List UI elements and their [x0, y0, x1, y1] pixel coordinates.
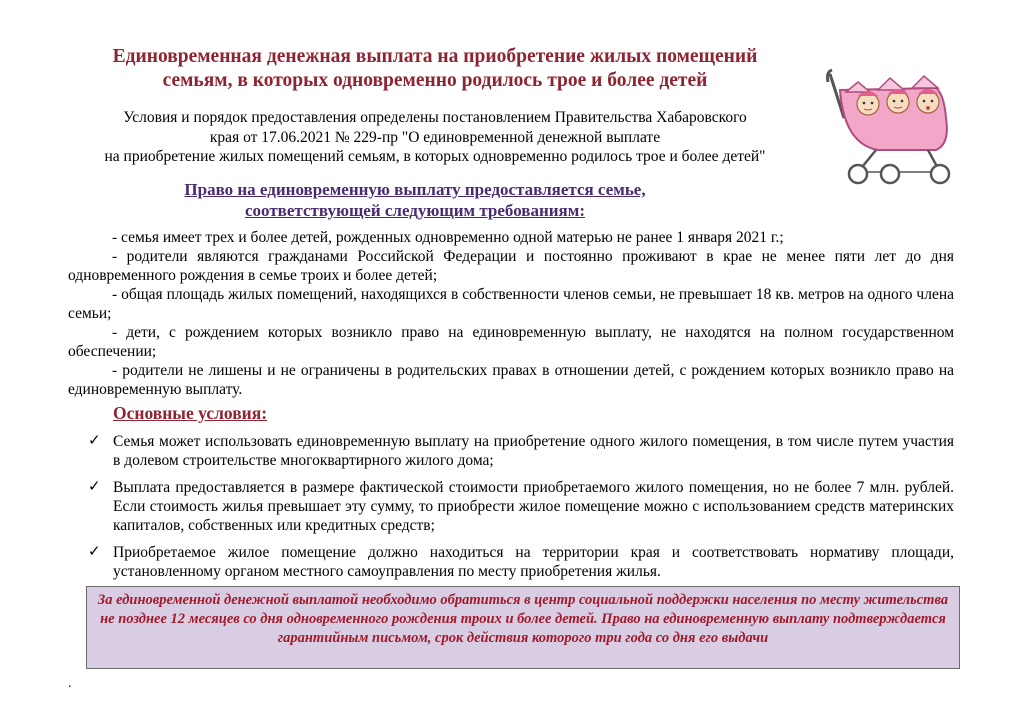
notice-box	[86, 586, 960, 669]
page-title	[40, 45, 830, 93]
condition-item	[88, 432, 954, 470]
title-line-1: Единовременная денежная выплата на приобретение жилых помещений	[112, 46, 758, 67]
footer-mark: .	[68, 676, 72, 691]
title-line-2: семьям, в которых одновременно родилось трое и более детей	[162, 70, 708, 91]
requirement-item: - родители являются гражданами Российской Федерации и постоянно проживают в крае не менее пяти лет до дня одновременного рождения в семье троих и более детей;	[68, 248, 954, 284]
requirement-item: - дети, с рождением которых возникло право на единовременную выплату, не находятся на полном государственном обеспечении;	[68, 324, 954, 360]
decree-reference	[20, 108, 850, 167]
condition-text: Семья может использовать единовременную выплату на приобретение одного жилого помещения, в том числе путем участия в долевом строительстве многоквартирного жилого дома;	[113, 433, 954, 469]
conditions-heading: Основные условия:	[113, 403, 268, 423]
requirements-heading-line-1: Право на единовременную выплату предоставляется семье,	[184, 180, 646, 199]
decree-line-1: Условия и порядок предоставления определены постановлением Правительства Хабаровского	[123, 109, 747, 126]
conditions-list	[88, 432, 954, 589]
condition-item	[88, 478, 954, 535]
requirement-item: - общая площадь жилых помещений, находящихся в собственности членов семьи, не превышает 18 кв. метров на одного члена семьи;	[68, 286, 954, 322]
condition-text: Выплата предоставляется в размере фактической стоимости приобретаемого жилого помещения, но не более 7 млн. рублей. Если стоимость жилья превышает эту сумму, то приобрести жилое помещение можно с использованием средств материнских капиталов, собственных или кредитных средств;	[113, 479, 954, 534]
requirements-heading	[130, 179, 700, 221]
requirement-item: - родители не лишены и не ограничены в родительских правах в отношении детей, с рождением которых возникло право на единовременную выплату.	[68, 362, 954, 398]
condition-item	[88, 543, 954, 581]
requirement-item: - семья имеет трех и более детей, рожденных одновременно одной матерью не ранее 1 января 2021 г.;	[112, 229, 784, 246]
checkmark-icon: ✓	[88, 479, 101, 495]
decree-line-2: края от 17.06.2021 № 229-пр "О единовременной денежной выплате	[209, 128, 661, 146]
checkmark-icon: ✓	[88, 433, 101, 449]
baby-stroller-triplets-icon	[818, 48, 968, 188]
decree-line-3: на приобретение жилых помещений семьям, в которых одновременно родилось трое и более детей"	[104, 148, 766, 165]
condition-text: Приобретаемое жилое помещение должно находиться на территории края и соответствовать нормативу площади, установленному органом местного самоуправления по месту приобретения жилья.	[113, 544, 954, 580]
requirements-list	[68, 228, 954, 399]
checkmark-icon: ✓	[88, 544, 101, 560]
notice-text: За единовременной денежной выплатой необходимо обратиться в центр социальной поддержки населения по месту жительства не позднее 12 месяцев со дня одновременного рождения троих и более детей. Право на единовременную выплату подтверждается гарантийным письмом, срок действия которого три года со дня его выдачи	[97, 592, 949, 646]
requirements-heading-line-2: соответствующей следующим требованиям:	[245, 201, 585, 220]
